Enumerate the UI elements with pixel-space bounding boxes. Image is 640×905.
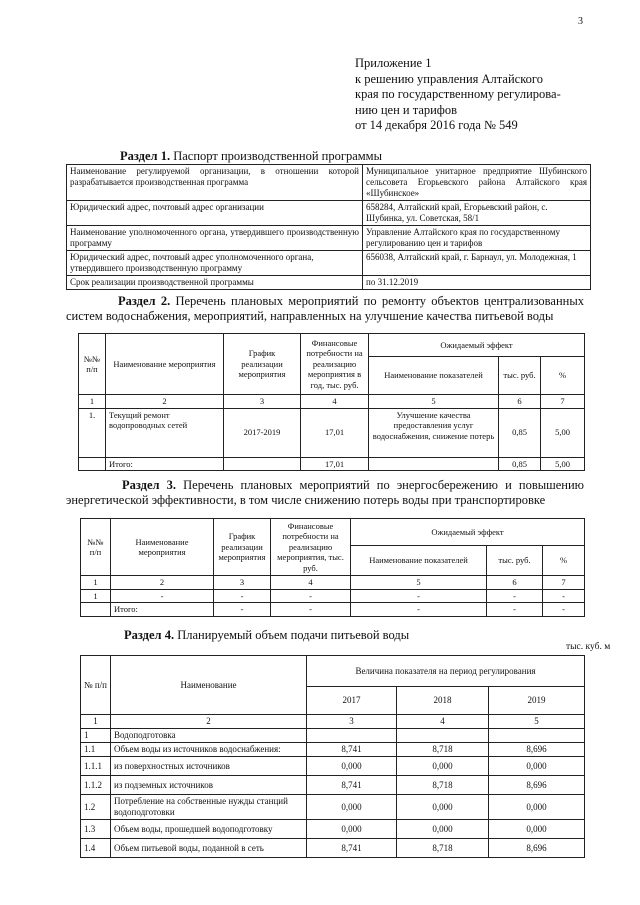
table-row: [67, 276, 591, 290]
row-value: 8,741: [307, 743, 397, 757]
row-value: 0,000: [307, 820, 397, 839]
col-number: 3: [224, 395, 301, 409]
row-num: 1.2: [81, 795, 111, 820]
col-number: 4: [397, 715, 489, 729]
unit-label: тыс. куб. м: [566, 642, 611, 652]
empty-cell: [79, 457, 106, 471]
passport-key: Наименование регулируемой организации, в отношении которой разрабатывается производственная программа: [67, 165, 363, 201]
passport-value: 658284, Алтайский край, Егорьевский район, с. Шубинка, ул. Советская, 58/1: [363, 201, 591, 226]
row-finance: -: [271, 589, 351, 603]
passport-value: Управление Алтайского края по государственному регулированию цен и тарифов: [363, 226, 591, 251]
passport-key: Юридический адрес, почтовый адрес уполномоченного органа, утвердившего производственную программу: [67, 251, 363, 276]
table-row: [67, 165, 591, 201]
section1-label: Раздел 1.: [120, 149, 171, 163]
col-header-percent: %: [543, 546, 585, 576]
col-header-effect: Ожидаемый эффект: [351, 519, 585, 546]
section2-title: Перечень плановых мероприятий по ремонту объектов централизованных систем водоснабжения, мероприятий, направленных на улучшение качества питьевой воды: [66, 294, 584, 323]
row-rub: 0,85: [499, 408, 541, 457]
col-number: 3: [307, 715, 397, 729]
col-header-name: Наименование: [111, 656, 307, 715]
row-num: 1.1.1: [81, 757, 111, 776]
row-value: 8,741: [307, 839, 397, 858]
col-header-year: 2019: [489, 687, 585, 715]
total-rub: -: [487, 603, 543, 617]
section4-title: Планируемый объем подачи питьевой воды: [177, 628, 410, 642]
col-header-num: №№ п/п: [81, 519, 111, 576]
row-name: из поверхностных источников: [111, 757, 307, 776]
section3-title: Перечень плановых мероприятий по энергосбережению и повышению энергетической эффективности, в том числе снижению потерь воды при транспортировке: [66, 478, 585, 507]
col-header-percent: %: [541, 357, 585, 395]
passport-key: Срок реализации производственной программы: [67, 276, 363, 290]
col-number: 2: [106, 395, 224, 409]
col-number: 7: [543, 576, 585, 590]
section1-heading: [120, 149, 382, 164]
appendix-line: края по государственному регулирова-: [355, 87, 561, 101]
col-header-indicator: Наименование показателей: [369, 357, 499, 395]
passport-key: Наименование уполномоченного органа, утвердившего производственную программу: [67, 226, 363, 251]
col-header-name: Наименование мероприятия: [111, 519, 214, 576]
passport-value: 656038, Алтайский край, г. Барнаул, ул. Молодежная, 1: [363, 251, 591, 276]
col-number: 5: [489, 715, 585, 729]
table-row: [81, 589, 585, 603]
col-number: 1: [81, 715, 111, 729]
section2-heading: [66, 294, 584, 323]
col-number: 1: [81, 576, 111, 590]
table-row: [81, 757, 585, 776]
row-num: 1.1: [81, 743, 111, 757]
row-value: 0,000: [307, 795, 397, 820]
col-header-finance: Финансовые потребности на реализацию мероприятия, тыс. руб.: [271, 519, 351, 576]
section4-label: Раздел 4.: [124, 628, 175, 642]
row-value: 8,696: [489, 743, 585, 757]
col-number: 6: [499, 395, 541, 409]
col-header-schedule: График реализации мероприятия: [214, 519, 271, 576]
row-value: 8,718: [397, 839, 489, 858]
col-header-schedule: График реализации мероприятия: [224, 334, 301, 395]
empty-cell: [369, 457, 499, 471]
col-number: 1: [79, 395, 106, 409]
total-pct: 5,00: [541, 457, 585, 471]
row-pct: -: [543, 589, 585, 603]
row-indicator: -: [351, 589, 487, 603]
row-num: 1.3: [81, 820, 111, 839]
section1-title: Паспорт производственной программы: [173, 149, 382, 163]
row-value: 8,696: [489, 839, 585, 858]
appendix-line: к решению управления Алтайского: [355, 71, 543, 86]
col-number: 6: [487, 576, 543, 590]
passport-value: по 31.12.2019: [363, 276, 591, 290]
total-indicator: -: [351, 603, 487, 617]
table-row: [67, 201, 591, 226]
appendix-line: от 14 декабря 2016 года № 549: [355, 118, 518, 132]
section3-label: Раздел 3.: [122, 478, 177, 492]
row-num: 1: [81, 729, 111, 743]
col-number: 2: [111, 576, 214, 590]
table-row: [81, 715, 585, 729]
row-name: Объем воды из источников водоснабжения:: [111, 743, 307, 757]
passport-table: [66, 164, 591, 290]
section2-label: Раздел 2.: [118, 294, 171, 308]
appendix-line: нию цен и тарифов: [355, 102, 458, 117]
table-header-row: [81, 656, 585, 687]
row-value: 0,000: [397, 820, 489, 839]
passport-key: Юридический адрес, почтовый адрес организации: [67, 201, 363, 226]
row-name: -: [111, 589, 214, 603]
table-row: [81, 776, 585, 795]
row-value: 0,000: [489, 820, 585, 839]
row-indicator: Улучшение качества предоставления услуг водоснабжения, снижение потерь: [369, 408, 499, 457]
col-header-num: № п/п: [81, 656, 111, 715]
section4-heading: [124, 628, 409, 643]
col-number: 4: [301, 395, 369, 409]
col-number: 2: [111, 715, 307, 729]
row-name: Текущий ремонт водопроводных сетей: [106, 408, 224, 457]
total-rub: 0,85: [499, 457, 541, 471]
row-num: 1.1.2: [81, 776, 111, 795]
table-row: [67, 251, 591, 276]
row-num: 1.: [79, 408, 106, 457]
row-schedule: -: [214, 589, 271, 603]
row-value: 0,000: [397, 795, 489, 820]
total-pct: -: [543, 603, 585, 617]
row-name: Водоподготовка: [111, 729, 307, 743]
total-schedule: -: [214, 603, 271, 617]
row-value: 8,718: [397, 776, 489, 795]
row-value: 0,000: [397, 757, 489, 776]
col-header-num: №№ п/п: [79, 334, 106, 395]
total-label: Итого:: [106, 457, 224, 471]
table-row: [81, 729, 585, 743]
repair-measures-table: [78, 333, 585, 471]
row-name: Объем питьевой воды, поданной в сеть: [111, 839, 307, 858]
row-value: 0,000: [489, 757, 585, 776]
table-row: [81, 743, 585, 757]
col-header-indicator: Наименование показателей: [351, 546, 487, 576]
row-num: 1: [81, 589, 111, 603]
col-header-effect: Ожидаемый эффект: [369, 334, 585, 357]
row-value: 8,696: [489, 776, 585, 795]
table-row: [81, 795, 585, 820]
total-finance: 17,01: [301, 457, 369, 471]
row-num: 1.4: [81, 839, 111, 858]
table-row: [81, 576, 585, 590]
page-number: 3: [578, 16, 583, 27]
appendix-line: Приложение 1: [355, 56, 432, 70]
appendix-header: [355, 56, 605, 134]
col-header-year: 2018: [397, 687, 489, 715]
total-row: [79, 457, 585, 471]
empty-cell: [224, 457, 301, 471]
col-header-name: Наименование мероприятия: [106, 334, 224, 395]
total-row: [81, 603, 585, 617]
col-header-year: 2017: [307, 687, 397, 715]
col-header-period: Величина показателя на период регулирования: [307, 656, 585, 687]
row-pct: 5,00: [541, 408, 585, 457]
table-row: [67, 226, 591, 251]
row-value: 0,000: [307, 757, 397, 776]
total-finance: -: [271, 603, 351, 617]
row-value: 0,000: [489, 795, 585, 820]
row-value: [489, 729, 585, 743]
row-value: 8,718: [397, 743, 489, 757]
row-finance: 17,01: [301, 408, 369, 457]
row-name: Потребление на собственные нужды станций водоподготовки: [111, 795, 307, 820]
water-supply-volume-table: [80, 655, 585, 858]
table-row: [79, 395, 585, 409]
col-number: 5: [351, 576, 487, 590]
col-number: 4: [271, 576, 351, 590]
row-name: из подземных источников: [111, 776, 307, 795]
row-value: 8,741: [307, 776, 397, 795]
passport-value: Муниципальное унитарное предприятие Шубинского сельсовета Егорьевского района Алтайского края «Шубинское»: [363, 165, 591, 201]
empty-cell: [81, 603, 111, 617]
table-row: [81, 820, 585, 839]
row-name: Объем воды, прошедшей водоподготовку: [111, 820, 307, 839]
row-rub: -: [487, 589, 543, 603]
energy-measures-table: [80, 518, 585, 617]
col-header-finance: Финансовые потребности на реализацию мероприятия в год, тыс. руб.: [301, 334, 369, 395]
total-label: Итого:: [111, 603, 214, 617]
row-value: [307, 729, 397, 743]
table-row: [81, 839, 585, 858]
section3-heading: [66, 478, 584, 507]
col-number: 3: [214, 576, 271, 590]
table-row: [79, 408, 585, 457]
col-header-thousand-rub: тыс. руб.: [499, 357, 541, 395]
col-header-thousand-rub: тыс. руб.: [487, 546, 543, 576]
col-number: 5: [369, 395, 499, 409]
row-schedule: 2017-2019: [224, 408, 301, 457]
row-value: [397, 729, 489, 743]
table-header-row: [79, 334, 585, 357]
table-header-row: [81, 519, 585, 546]
col-number: 7: [541, 395, 585, 409]
